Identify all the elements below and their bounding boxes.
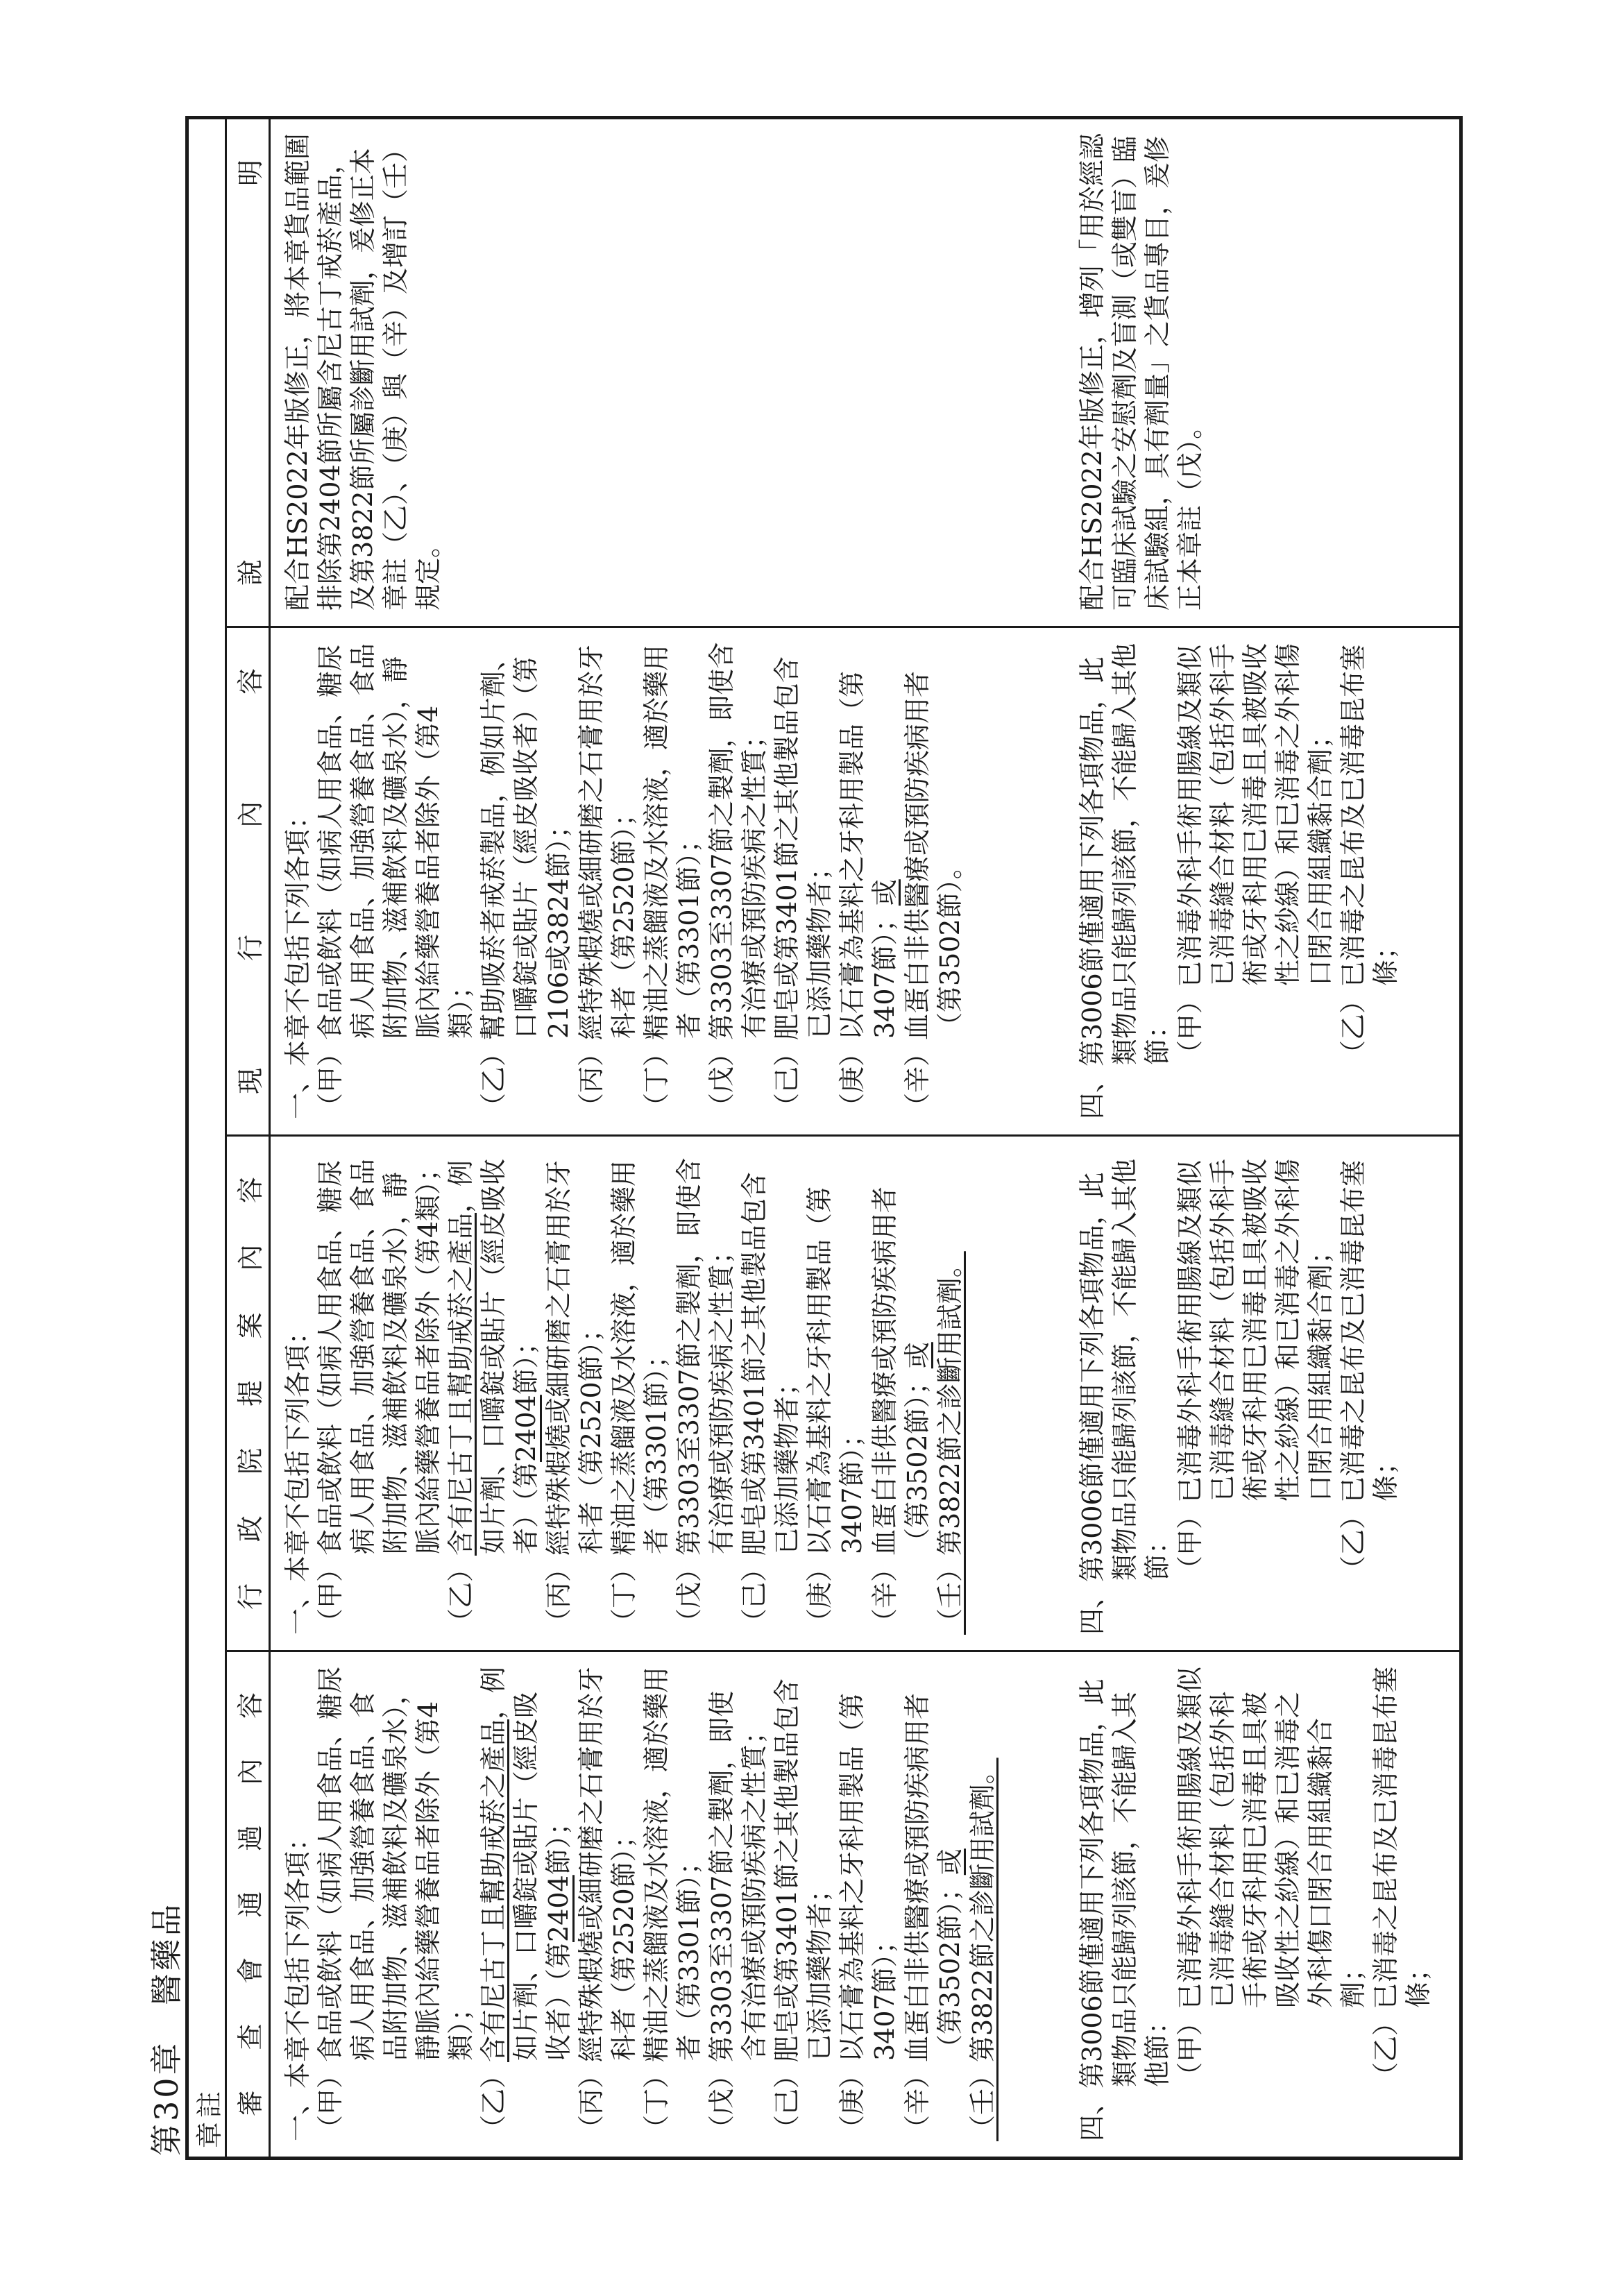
note-item — [771, 642, 836, 1119]
note-text: 經特殊煆燒或細研磨之石膏用於牙科者（第2520節）； — [576, 1666, 639, 2062]
header-char: 過 — [235, 1825, 266, 1852]
note-item — [771, 1666, 836, 2141]
item-label: （戊） — [674, 1555, 704, 1635]
content-cell-xianxing — [271, 628, 1461, 1137]
item-label: （庚） — [804, 1555, 835, 1635]
note-item — [836, 642, 901, 1119]
note-text: 已消毒外科手術用腸線及類似已消毒縫合材料（包括外科手術或牙科用已消毒且具被吸收性之紗線）和已消毒之外科傷口閉合用組織黏合劑； — [1175, 1158, 1336, 1503]
header-char: 政 — [235, 1515, 266, 1542]
note-text: 第3006節僅適用下列各項物品，此類物品只能歸列該節，不能歸入其他節： — [1077, 643, 1173, 1066]
note-number: 四、 — [1077, 1581, 1107, 1635]
item-label: （甲） — [315, 1555, 346, 1635]
note-item — [1174, 1666, 1370, 2089]
note-item — [640, 642, 706, 1119]
note-item — [673, 1150, 738, 1635]
note-item — [477, 1666, 575, 2141]
header-char: 說 — [235, 559, 266, 586]
note-text: 食品或飲料（如病人用食品、糖尿病人用食品、加強營養食品、食品附加物、滋補飲料及礦泉水），靜脈內給藥營養品者除外（第4類）； — [315, 1155, 443, 1556]
content-cell-shuoming — [271, 119, 1461, 628]
header-char: 審 — [235, 2089, 266, 2116]
header-char: 會 — [235, 1957, 266, 1984]
note-text: 肥皂或第3401節之其他製品包含已添加藥物者； — [772, 656, 835, 1040]
table-content-row — [271, 119, 1461, 2157]
note-item — [934, 1150, 967, 1635]
table-header-row — [227, 119, 271, 2157]
note-text: 第3006節僅適用下列各項物品，此類物品只能歸列該節，不能歸入其他節： — [1077, 1158, 1173, 1582]
item-label: （乙） — [445, 1555, 476, 1635]
note-item — [967, 1666, 999, 2141]
note-text: ，例如片劑、口嚼錠或貼片（經皮吸收者）（第 — [478, 1666, 574, 2061]
item-label: （戊） — [706, 2061, 737, 2141]
note-text: 本章不包括下列各項： — [282, 1318, 313, 1582]
item-label: （乙） — [1370, 2009, 1401, 2089]
item-label: （乙） — [478, 2061, 509, 2141]
note-block-xingzhengyuan-tian-note1 — [282, 1150, 967, 1635]
note-text: 已消毒之昆布及已消毒昆布塞條； — [1338, 644, 1401, 987]
amended-text: 或 — [935, 1848, 965, 1876]
note-text: 已消毒之昆布及已消毒昆布塞條； — [1338, 1159, 1401, 1503]
note-text: 以石膏為基料之牙科用製品（第3407節）； — [837, 670, 900, 1040]
note-text: 已消毒之昆布及已消毒昆布塞條； — [1370, 1666, 1434, 2009]
item-label: （乙） — [1338, 987, 1368, 1066]
item-label: （丁） — [641, 2061, 672, 2141]
note-item — [575, 642, 640, 1119]
header-char: 內 — [235, 1758, 266, 1785]
explanation-paragraph: 配合HS2022年版修正，將本章貨品範圍排除第2404節所屬含尼古丁戒菸產品，及第3822節所屬診斷用試劑，爰修正本章註（乙）、（庚）與（辛）及增訂（壬）規定。 — [282, 133, 443, 611]
note-item — [706, 1666, 771, 2141]
note-text: 已消毒外科手術用腸線及類似已消毒縫合材料（包括外科手術或牙科用已消毒且具被吸收性之紗線）和已消毒之外科傷口閉合用組織黏合劑； — [1175, 643, 1336, 987]
item-label: （庚） — [837, 1039, 867, 1119]
item-label: （甲） — [1175, 1502, 1205, 1582]
note-number: 四、 — [1077, 2088, 1107, 2141]
item-label: （戊） — [706, 1039, 737, 1119]
item-label: （己） — [772, 1039, 802, 1119]
content-cell-shencha-tongguo — [271, 1652, 1461, 2157]
amended-text: 2404 — [543, 1875, 574, 1942]
note-block-xianxing-note1 — [282, 642, 967, 1119]
note-text: 第3303至3307節之製劑，即使含有治療或預防疾病之性質； — [706, 642, 770, 1040]
note-intro — [282, 642, 314, 1119]
header-char: 行 — [235, 935, 266, 962]
note-intro — [1076, 642, 1174, 1119]
note-item — [869, 1150, 934, 1635]
item-label: （辛） — [902, 1039, 933, 1119]
note-text: 精油之蒸餾液及水溶液，適於藥用者（第3301節）； — [641, 644, 704, 1040]
note-item — [901, 1666, 967, 2141]
note-intro — [282, 1666, 314, 2141]
note-text: 精油之蒸餾液及水溶液，適於藥用者（第3301節）； — [609, 1159, 672, 1556]
note-text: 幫助吸菸者戒菸製品，例如片劑、口嚼錠或貼片（經皮吸收者）（第2106或3824節）； — [478, 644, 574, 1040]
note-text: 經特殊煆燒或細研磨之石膏用於牙科者（第2520節）； — [543, 1159, 606, 1556]
item-label: （甲） — [1175, 987, 1205, 1066]
note-item — [901, 642, 967, 1119]
item-label: （乙） — [478, 1039, 509, 1119]
note-text: 精油之蒸餾液及水溶液，適於藥用者（第3301節）； — [641, 1666, 704, 2062]
amended-text: 含有尼古丁且幫助戒菸之產品 — [445, 1212, 476, 1556]
header-char: 通 — [235, 1891, 266, 1918]
content-cell-xingzhengyuan-tian — [271, 1137, 1461, 1652]
note-text: 肥皂或第3401節之其他製品包含已添加藥物者； — [772, 1678, 835, 2062]
note-intro — [282, 1150, 314, 1635]
chapter-title: 第30章 醫藥品 — [148, 1901, 185, 2156]
header-char: 容 — [235, 668, 266, 695]
note-block-xianxing-note4 — [1076, 642, 1402, 1119]
item-label: （丁） — [641, 1039, 672, 1119]
note-item — [543, 1150, 608, 1635]
item-label: （甲） — [315, 1039, 346, 1119]
item-label: （辛） — [902, 2061, 933, 2141]
note-item — [314, 1666, 477, 2141]
header-char: 現 — [235, 1067, 266, 1094]
note-item-list — [1174, 642, 1402, 1119]
item-label: （壬） — [967, 2061, 998, 2141]
note-item-list — [1174, 1150, 1402, 1635]
note-item-list — [1174, 1666, 1435, 2141]
note-item — [575, 1666, 640, 2141]
header-char: 查 — [235, 2023, 266, 2050]
header-char: 提 — [235, 1380, 266, 1407]
comparison-table — [185, 116, 1463, 2160]
item-label: （丙） — [543, 1555, 574, 1635]
note-text: 經特殊煆燒或細研磨之石膏用於牙科者（第2520節）； — [576, 644, 639, 1040]
note-text: 本章不包括下列各項： — [282, 1824, 313, 2089]
header-char: 院 — [235, 1447, 266, 1474]
note-text: 血蛋白非供醫療或預防疾病用者（第3502節）。 — [902, 670, 965, 1040]
note-number: 四、 — [1077, 1066, 1107, 1119]
amended-text: 含有尼古丁且幫助戒菸之產品 — [478, 1719, 509, 2062]
item-label: （庚） — [837, 2061, 867, 2141]
section-label-zhangzhu: 章註 — [194, 2086, 225, 2148]
note-text: ，例如片劑、口嚼錠或貼片（經皮吸收者）（第 — [445, 1158, 541, 1554]
note-item — [1174, 642, 1337, 1066]
section-label-row — [189, 119, 227, 2157]
note-item — [640, 1666, 706, 2141]
amended-text: 或 — [869, 879, 900, 906]
amended-text: 第3822節之診斷用試劑。 — [935, 1251, 965, 1556]
header-cell-xianxing — [227, 628, 269, 1137]
note-intro — [1076, 1150, 1174, 1635]
note-text: 節）； — [543, 1809, 574, 1876]
note-number: 一、 — [282, 1066, 313, 1119]
note-text: 食品或飲料（如病人用食品、糖尿病人用食品、加強營養食品、食品附加物、滋補飲料及礦泉水），靜脈內給藥營養品者除外（第4類）； — [315, 643, 476, 1040]
item-label: （辛） — [869, 1555, 900, 1635]
note-item — [706, 642, 771, 1119]
header-char: 案 — [235, 1312, 266, 1339]
item-label: （丙） — [576, 2061, 606, 2141]
note-text: 肥皂或第3401節之其他製品包含已添加藥物者； — [739, 1172, 802, 1556]
note-text: 第3006節僅適用下列各項物品，此類物品只能歸列該節，不能歸入其他節： — [1077, 1678, 1173, 2089]
note-block-xingzhengyuan-tian-note4 — [1076, 1150, 1402, 1635]
note-text: 血蛋白非供醫療或預防疾病用者（第3502節）； — [869, 1186, 933, 1556]
note-item — [836, 1666, 901, 2141]
note-block-shencha-tongguo-note1 — [282, 1666, 999, 2141]
note-text: 已消毒外科手術用腸線及類似已消毒縫合材料（包括外科手術或牙科用已消毒且具被吸收性之紗線）和已消毒之外科傷口閉合用組織黏合劑； — [1175, 1666, 1368, 2009]
header-char: 明 — [235, 160, 266, 187]
note-item — [445, 1150, 543, 1635]
note-item — [1337, 642, 1402, 1066]
explanation-paragraph: 配合HS2022年版修正，增列「用於經認可臨床試驗之安慰劑及盲測（或雙盲）臨床試驗組，具有劑量」之貨品專目，爰修正本章註（戊）。 — [1077, 133, 1205, 611]
note-item — [1370, 1666, 1435, 2089]
header-char: 容 — [235, 1692, 266, 1719]
note-text: 以石膏為基料之牙科用製品（第3407節）； — [837, 1692, 900, 2062]
note-item — [314, 1150, 445, 1635]
note-text: 本章不包括下列各項： — [282, 802, 313, 1066]
note-number: 一、 — [282, 1581, 313, 1635]
note-text: 第3303至3307節之製劑，即使含有治療或預防疾病之性質； — [674, 1157, 737, 1556]
note-block-shencha-tongguo-note4 — [1076, 1666, 1435, 2141]
item-label: （丁） — [609, 1555, 639, 1635]
amended-text: 2404 — [511, 1395, 541, 1462]
note-item — [1337, 1150, 1402, 1582]
header-char: 容 — [235, 1177, 266, 1204]
note-item — [738, 1150, 804, 1635]
item-label: （己） — [739, 1555, 770, 1635]
header-char: 行 — [235, 1583, 266, 1610]
note-item — [477, 642, 575, 1119]
header-char: 內 — [235, 1244, 266, 1271]
item-label: （甲） — [315, 2061, 346, 2141]
item-label: （乙） — [1338, 1502, 1368, 1582]
item-label: （丙） — [576, 1039, 606, 1119]
note-item-list — [314, 642, 967, 1119]
note-text: 第3303至3307節之製劑，即使含有治療或預防疾病之性質； — [706, 1690, 770, 2062]
note-text: 以石膏為基料之牙科用製品（第3407節）； — [804, 1186, 867, 1556]
note-item — [804, 1150, 869, 1635]
note-number: 一、 — [282, 2088, 313, 2141]
note-text: 食品或飲料（如病人用食品、糖尿病人用食品、加強營養食品、食品附加物、滋補飲料及礦泉水），靜脈內給藥營養品者除外（第4類）； — [315, 1666, 476, 2062]
note-block-shuoming-note1 — [282, 133, 445, 611]
amended-text: 第3822節之診斷用試劑。 — [967, 1758, 998, 2062]
header-cell-shencha-tongguo — [227, 1652, 269, 2157]
header-cell-shuoming — [227, 119, 269, 628]
note-item — [1174, 1150, 1337, 1582]
item-label: （壬） — [935, 1555, 965, 1635]
note-item-list — [314, 1150, 967, 1635]
note-text: 節）； — [511, 1329, 541, 1395]
header-char: 內 — [235, 801, 266, 828]
note-item-list — [314, 1666, 999, 2141]
note-item — [314, 642, 477, 1119]
amended-text: 或 — [902, 1342, 933, 1369]
item-label: （己） — [772, 2061, 802, 2141]
item-label: （甲） — [1175, 2009, 1205, 2089]
header-cell-xingzhengyuan-tian — [227, 1137, 269, 1652]
note-intro — [1076, 1666, 1174, 2141]
note-item — [608, 1150, 673, 1635]
note-text: 血蛋白非供醫療或預防疾病用者（第3502節）； — [902, 1692, 965, 2062]
note-block-shuoming-note4 — [1076, 133, 1207, 611]
